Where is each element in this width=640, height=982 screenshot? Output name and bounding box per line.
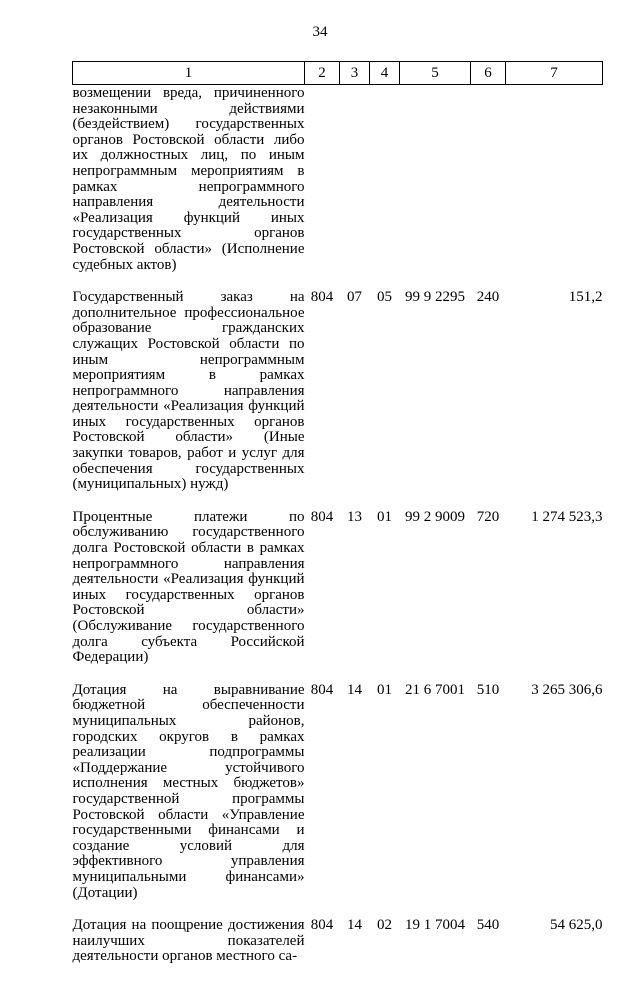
row-subsection-code: 01 xyxy=(377,681,392,698)
row-section-code: 07 xyxy=(347,289,362,306)
row-expense-type xyxy=(471,85,506,291)
header-row xyxy=(73,62,603,85)
row-expense-type: 240 xyxy=(476,289,500,306)
row-ministry-code: 804 xyxy=(310,289,334,306)
row-ministry-code xyxy=(305,85,340,291)
col-header-6: 6 xyxy=(471,62,506,85)
row-subsection-code: 01 xyxy=(377,508,392,525)
row-target-code: 19 1 7004 xyxy=(405,917,465,934)
table-row xyxy=(73,510,603,683)
table-row xyxy=(73,290,603,510)
row-section-code: 14 xyxy=(347,917,362,934)
row-expense-type: 720 xyxy=(476,508,500,525)
row-subsection-code: 05 xyxy=(377,289,392,306)
col-header-3: 3 xyxy=(340,62,370,85)
row-description: Процентные платежи по обслуживанию государственного долга Ростовской области в рамках непрограммного направления деятельности «Реализация функций иных государственных органов Ростовской области» (Обслуживание государственного долга субъекта Российской Федерации) xyxy=(72,508,305,666)
row-description: Государственный заказ на дополнительное профессиональное образование гражданских служащих Ростовской области по иным непрограммным мероприятиям в рамках непрограммного направления деятельности «Реализация функций иных государственных органов Ростовской области» (Иные закупки товаров, работ и услуг для обеспечения государственных (муниципальных) нужд) xyxy=(72,289,305,493)
row-amount xyxy=(506,85,603,291)
table-row xyxy=(73,683,603,918)
table-row xyxy=(73,85,603,291)
row-expense-type: 540 xyxy=(476,917,500,934)
row-section-code: 13 xyxy=(347,508,362,525)
row-ministry-code: 804 xyxy=(310,508,334,525)
row-ministry-code: 804 xyxy=(310,681,334,698)
col-header-7: 7 xyxy=(506,62,603,85)
row-target-code: 99 9 2295 xyxy=(405,289,465,306)
row-amount: 151,2 xyxy=(568,289,603,306)
table-row xyxy=(73,918,603,982)
row-amount: 1 274 523,3 xyxy=(531,508,603,525)
row-description: Дотация на выравнивание бюджетной обеспеченности муниципальных районов, городских округов в рамках реализации подпрограммы «Поддержание устойчивого исполнения местных бюджетов» государственной программы Ростовской области «Управление государственными финансами и создание условий для эффективного управления муниципальными финансами» (Дотации) xyxy=(72,681,305,901)
col-header-4: 4 xyxy=(370,62,400,85)
row-subsection-code xyxy=(370,85,400,291)
col-header-5: 5 xyxy=(400,62,471,85)
budget-table xyxy=(72,61,603,982)
row-amount: 54 625,0 xyxy=(550,917,603,934)
row-expense-type: 510 xyxy=(476,681,500,698)
col-header-2: 2 xyxy=(305,62,340,85)
row-description: возмещении вреда, причиненного незаконными действиями (бездействием) государственных органов Ростовской области либо их должностных лиц, по иным непрограммным мероприятиям в рамках непрограммного направления деятельности «Реализация функций иных государственных органов Ростовской области» (Исполнение судебных актов) xyxy=(72,85,305,273)
row-target-code xyxy=(400,85,471,291)
row-subsection-code: 02 xyxy=(377,917,392,934)
row-target-code: 21 6 7001 xyxy=(405,681,465,698)
row-ministry-code: 804 xyxy=(310,917,334,934)
row-section-code xyxy=(340,85,370,291)
row-description: Дотация на поощрение достижения наилучших показателей деятельности органов местного са- xyxy=(72,917,305,965)
row-section-code: 14 xyxy=(347,681,362,698)
row-target-code: 99 2 9009 xyxy=(405,508,465,525)
row-amount: 3 265 306,6 xyxy=(531,681,603,698)
page-number: 34 xyxy=(312,24,328,40)
col-header-1: 1 xyxy=(73,62,305,85)
